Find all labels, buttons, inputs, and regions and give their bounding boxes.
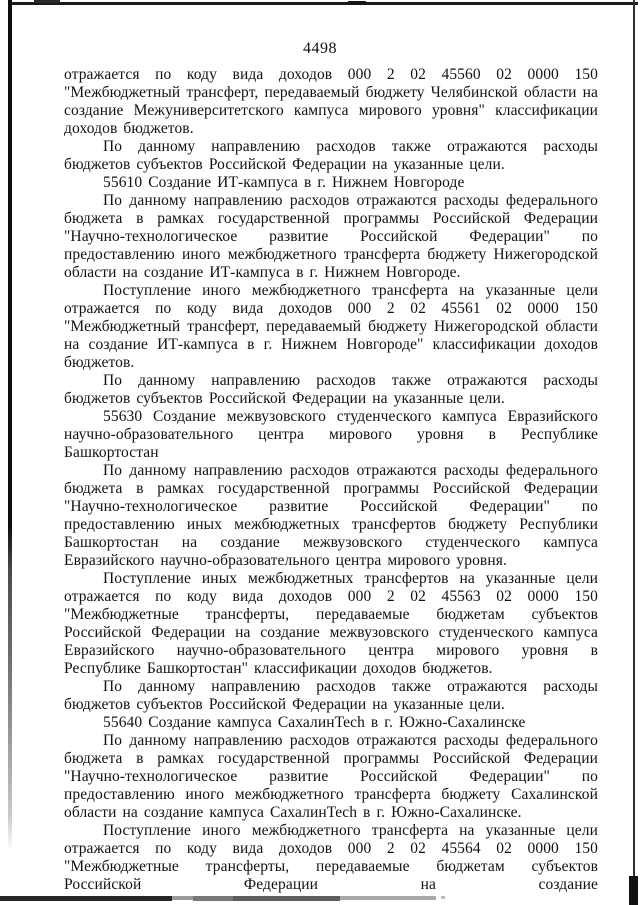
paragraph: По данному направлению расходов отражаются расходы федерального бюджета в рамках государственной программы Российской Федерации "Научно-технологическое развитие Российской Федерации" по предоставлению иного межбюджетного трансферта бюджету Нижегородской области на создание ИТ-кампуса в г. Нижнем Новгороде. bbox=[64, 192, 598, 281]
paragraph: Поступление иного межбюджетного трансферта на указанные цели отражается по коду вида доходов 000 2 02 45564 02 0000 150 "Межбюджетные трансферты, передаваемые бюджетам субъектов Российской Федерации на создание bbox=[64, 822, 598, 893]
paragraph: По данному направлению расходов также отражаются расходы бюджетов субъектов Российской Федерации на указанные цели. bbox=[64, 138, 598, 173]
paragraph: 55610 Создание ИТ-кампуса в г. Нижнем Новгороде bbox=[103, 174, 465, 191]
scan-bar-segment bbox=[0, 896, 172, 901]
paragraph: По данному направлению расходов отражаются расходы федерального бюджета в рамках государственной программы Российской Федерации "Научно-технологическое развитие Российской Федерации" по предоставлению иного межбюджетного трансферта бюджету Сахалинской области на создание кампуса СахалинTech в г. Южно-Сахалинске. bbox=[64, 732, 598, 821]
paragraph: отражается по коду вида доходов 000 2 02 45560 02 0000 150 "Межбюджетный трансферт, передаваемый бюджету Челябинской области на создание Межуниверситетского кампуса мирового уровня" классификации доходов бюджетов. bbox=[64, 66, 598, 137]
scan-bar-segment bbox=[340, 896, 436, 900]
scan-bar-segment bbox=[233, 896, 340, 901]
page-number: 4498 bbox=[303, 40, 337, 57]
paragraph: Поступление иных межбюджетных трансфертов на указанные цели отражается по коду вида доходов 000 2 02 45563 02 0000 150 "Межбюджетные трансферты, передаваемые бюджетам субъектов Российской Федерации на создание межвузовского студенческого кампуса Евразийского научно-образовательного центра мирового уровня в Республике Башкортостан" классификации доходов бюджетов. bbox=[64, 570, 598, 677]
paragraph: 55640 Создание кампуса СахалинTech в г. Южно-Сахалинске bbox=[103, 714, 526, 731]
scan-top-border-line bbox=[8, 2, 638, 5]
scan-bar-segment bbox=[193, 896, 233, 901]
paragraph: Поступление иного межбюджетного трансферта на указанные цели отражается по коду вида доходов 000 2 02 45561 02 0000 150 "Межбюджетный трансферт, передаваемый бюджету Нижегородской области на создание ИТ-кампуса в г. Нижнем Новгороде" классификации доходов бюджетов. bbox=[64, 282, 598, 371]
scan-bottom-edge-bar bbox=[0, 896, 640, 902]
paragraph: По данному направлению расходов также отражаются расходы бюджетов субъектов Российской Федерации на указанные цели. bbox=[64, 372, 598, 407]
scan-speck bbox=[348, 1, 366, 5]
paragraph: 55630 Создание межвузовского студенческого кампуса Евразийского научно-образовательного центра мирового уровня в Республике Башкортостан bbox=[64, 408, 598, 461]
scan-speck bbox=[34, 0, 60, 3]
scan-left-border-line bbox=[8, 0, 12, 905]
text-body bbox=[64, 66, 598, 894]
paragraph: По данному направлению расходов отражаются расходы федерального бюджета в рамках государственной программы Российской Федерации "Научно-технологическое развитие Российской Федерации" по предоставлению иных межбюджетных трансфертов бюджету Республики Башкортостан на создание межвузовского студенческого кампуса Евразийского научно-образовательного центра мирового уровня. bbox=[64, 462, 598, 569]
scan-bar-segment bbox=[172, 896, 193, 900]
scan-bar-segment bbox=[441, 896, 445, 899]
scan-right-border-line bbox=[633, 0, 635, 905]
paragraph: По данному направлению расходов также отражаются расходы бюджетов субъектов Российской Федерации на указанные цели. bbox=[64, 678, 598, 713]
